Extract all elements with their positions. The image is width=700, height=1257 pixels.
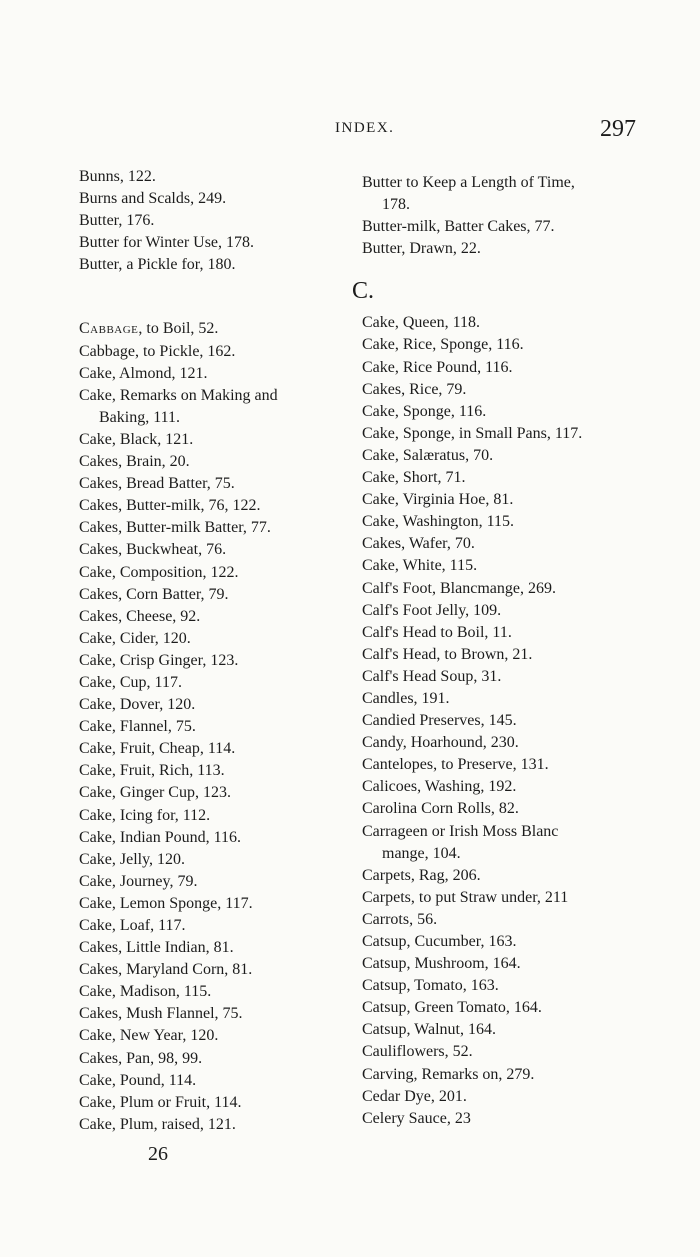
running-head xyxy=(0,0,700,160)
index-entry: Calf's Head, to Brown, 21. xyxy=(362,645,533,663)
index-entry: Carrots, 56. xyxy=(362,910,438,928)
index-entry: Carolina Corn Rolls, 82. xyxy=(362,800,519,818)
index-entry: Cakes, Rice, 79. xyxy=(362,380,467,398)
index-entry: Cake, Lemon Sponge, 117. xyxy=(79,894,253,912)
section-gap xyxy=(79,276,364,318)
index-entry: Catsup, Walnut, 164. xyxy=(362,1021,496,1039)
index-entry xyxy=(79,385,364,429)
index-entry: Celery Sauce, 23 xyxy=(362,1109,471,1127)
index-group-c-right xyxy=(362,312,662,1129)
index-entry-text: Cake, Remarks on Making and xyxy=(79,386,278,404)
index-entry: Cakes, Cheese, 92. xyxy=(79,607,201,625)
index-entry: Carpets, Rag, 206. xyxy=(362,866,481,884)
index-entry: Burns and Scalds, 249. xyxy=(79,190,227,208)
index-entry-rest: , to Boil, 52. xyxy=(138,320,219,338)
index-column-right xyxy=(352,172,662,1130)
index-entry: Calf's Head to Boil, 11. xyxy=(362,623,512,641)
index-group-c-left xyxy=(79,341,364,1136)
index-entry: Cedar Dye, 201. xyxy=(362,1087,467,1105)
index-entry: Butter for Winter Use, 178. xyxy=(79,234,255,252)
index-entry: Cake, Salæratus, 70. xyxy=(362,446,494,464)
index-entry: Cake, New Year, 120. xyxy=(79,1027,219,1045)
index-group-b-left xyxy=(79,166,364,276)
index-entry: Cake, Composition, 122. xyxy=(79,563,239,581)
index-entry: Cakes, Bread Batter, 75. xyxy=(79,475,235,493)
index-entry: Cake, Flannel, 75. xyxy=(79,718,196,736)
running-head-title: INDEX. xyxy=(335,120,395,136)
index-entry: Cake, Fruit, Cheap, 114. xyxy=(79,740,236,758)
index-entry: Butter, a Pickle for, 180. xyxy=(79,256,236,274)
index-entry: Cake, Loaf, 117. xyxy=(79,917,186,934)
index-entry: Cake, Virginia Hoe, 81. xyxy=(362,491,514,509)
index-entry: Cake, Sponge, in Small Pans, 117. xyxy=(362,424,583,442)
index-entry: Cakes, Butter-milk Batter, 77. xyxy=(79,519,271,537)
index-entry-continuation: Baking, 111. xyxy=(99,408,181,426)
index-entry: Cakes, Mush Flannel, 75. xyxy=(79,1005,243,1023)
page-number: 297 xyxy=(600,116,636,142)
index-entry: Cake, Plum or Fruit, 114. xyxy=(79,1093,242,1111)
index-entry: Cake, Pound, 114. xyxy=(79,1071,197,1089)
index-entry: Catsup, Mushroom, 164. xyxy=(362,955,521,973)
index-entry: Candy, Hoarhound, 230. xyxy=(362,734,519,752)
index-entry: Cake, Icing for, 112. xyxy=(79,806,211,824)
index-entry: Cake, Sponge, 116. xyxy=(362,402,487,420)
index-entry: Cake, Queen, 118. xyxy=(362,314,481,332)
index-entry: Carving, Remarks on, 279. xyxy=(362,1065,535,1083)
index-group-b-right xyxy=(362,172,662,260)
index-entry: Candles, 191. xyxy=(362,689,450,707)
index-entry-text: Butter to Keep a Length of Time, xyxy=(362,174,575,191)
index-entry: Cakes, Buckwheat, 76. xyxy=(79,541,227,559)
index-entry: Calicoes, Washing, 192. xyxy=(362,778,517,796)
index-entry: Cantelopes, to Preserve, 131. xyxy=(362,756,549,774)
index-entry: Cabbage, to Pickle, 162. xyxy=(79,342,236,360)
index-entry: Cake, Fruit, Rich, 113. xyxy=(79,762,225,780)
index-entry-continuation: 178. xyxy=(382,196,410,214)
index-entry: Cake, Ginger Cup, 123. xyxy=(79,784,231,802)
index-entry: Cake, Almond, 121. xyxy=(79,364,208,382)
index-entry xyxy=(362,172,662,216)
index-entry: Cake, White, 115. xyxy=(362,557,478,575)
index-entry: Cakes, Pan, 98, 99. xyxy=(79,1049,203,1067)
index-entry: Cake, Indian Pound, 116. xyxy=(79,828,242,846)
index-entry: Calf's Foot Jelly, 109. xyxy=(362,601,502,619)
index-entry: Cakes, Butter-milk, 76, 122. xyxy=(79,497,261,515)
index-entry: Cake, Rice Pound, 116. xyxy=(362,358,513,376)
index-entry: Calf's Head Soup, 31. xyxy=(362,667,502,685)
index-entry: Candied Preserves, 145. xyxy=(362,712,517,730)
index-column-left xyxy=(79,166,364,1136)
index-entry: Cake, Short, 71. xyxy=(362,469,466,487)
index-entry: Catsup, Cucumber, 163. xyxy=(362,933,517,950)
index-entry: Cakes, Corn Batter, 79. xyxy=(79,585,229,603)
index-entry: Cake, Journey, 79. xyxy=(79,872,198,890)
section-letter: C. xyxy=(352,278,375,305)
index-entry: Cake, Madison, 115. xyxy=(79,983,212,1001)
index-entry: Cake, Washington, 115. xyxy=(362,513,515,531)
index-entry: Butter, Drawn, 22. xyxy=(362,240,481,258)
index-entry xyxy=(79,318,364,340)
index-entry xyxy=(362,821,662,865)
index-entry-headword: Cabbage xyxy=(79,320,139,338)
index-entry: Calf's Foot, Blancmange, 269. xyxy=(362,579,556,597)
index-entry: Bunns, 122. xyxy=(79,168,156,185)
index-entry: Cakes, Little Indian, 81. xyxy=(79,939,234,957)
index-entry: Cake, Rice, Sponge, 116. xyxy=(362,336,524,354)
index-entry: Butter, 176. xyxy=(79,212,155,230)
index-entry: Cake, Jelly, 120. xyxy=(79,850,186,868)
index-entry: Cake, Cider, 120. xyxy=(79,629,191,647)
signature-mark: 26 xyxy=(148,1143,168,1165)
index-entry: Catsup, Tomato, 163. xyxy=(362,977,499,995)
index-entry: Cakes, Brain, 20. xyxy=(79,453,190,471)
index-entry: Catsup, Green Tomato, 164. xyxy=(362,999,542,1017)
index-entry: Carpets, to put Straw under, 211 xyxy=(362,888,569,906)
index-entry: Cake, Dover, 120. xyxy=(79,696,196,714)
index-entry: Cake, Crisp Ginger, 123. xyxy=(79,651,239,669)
index-entry-continuation: mange, 104. xyxy=(382,844,461,862)
index-entry: Cake, Black, 121. xyxy=(79,430,194,448)
index-entry-text: Carrageen or Irish Moss Blanc xyxy=(362,822,559,840)
section-gap xyxy=(362,260,662,278)
index-entry: Cakes, Maryland Corn, 81. xyxy=(79,961,253,979)
index-entry: Cake, Plum, raised, 121. xyxy=(79,1115,236,1133)
index-entry: Cauliflowers, 52. xyxy=(362,1043,473,1061)
index-entry: Cake, Cup, 117. xyxy=(79,673,182,691)
index-entry: Butter-milk, Batter Cakes, 77. xyxy=(362,218,555,236)
index-entry: Cakes, Wafer, 70. xyxy=(362,535,475,553)
